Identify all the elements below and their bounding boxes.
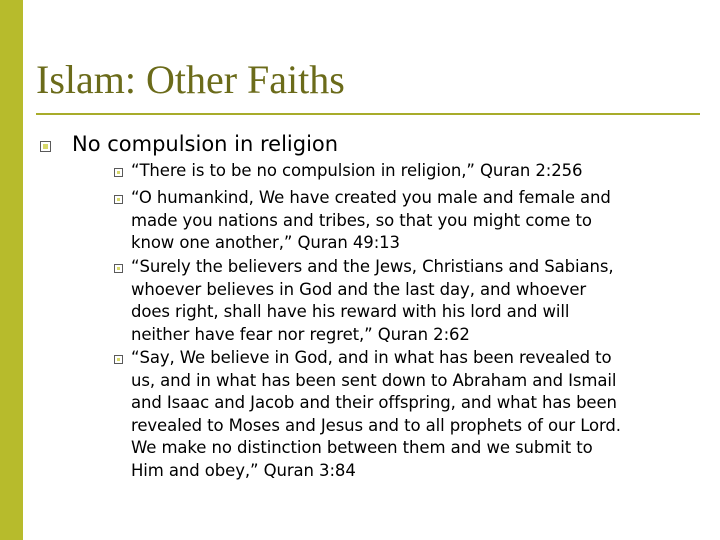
sub-bullet-line: “Surely the believers and the Jews, Christians and Sabians, [131, 257, 614, 276]
sub-bullet-line: us, and in what has been sent down to Abraham and Ismail [131, 370, 617, 390]
square-bullet-icon [114, 355, 123, 364]
square-bullet-icon [114, 168, 123, 177]
sub-bullet-line: “There is to be no compulsion in religion,” Quran 2:256 [131, 161, 583, 180]
side-accent-bar [0, 0, 23, 540]
sub-bullet-line: Him and obey,” Quran 3:84 [131, 460, 356, 480]
square-bullet-icon [114, 264, 123, 273]
sub-bullet-quran-49-13 [131, 187, 691, 255]
slide-title: Islam: Other Faiths [36, 57, 345, 102]
sub-bullet-line: We make no distinction between them and we submit to [131, 438, 593, 457]
square-bullet-icon [40, 141, 51, 152]
sub-bullet-line: “O humankind, We have created you male and female and [131, 188, 611, 207]
sub-bullet-line: revealed to Moses and Jesus and to all prophets of our Lord. [131, 415, 621, 435]
sub-bullet-line: does right, shall have his reward with his lord and will [131, 302, 570, 321]
sub-bullet-line: made you nations and tribes, so that you might come to [131, 210, 592, 230]
sub-bullet-quran-3-84 [131, 347, 691, 482]
main-bullet-text: No compulsion in religion [72, 132, 339, 156]
title-divider [36, 113, 700, 115]
sub-bullet-quran-2-62 [131, 256, 691, 346]
square-bullet-icon [114, 195, 123, 204]
sub-bullet-quran-2-256 [131, 160, 691, 183]
sub-bullet-line: and Isaac and Jacob and their offspring, and what has been [131, 393, 617, 412]
sub-bullet-line: neither have fear nor regret,” Quran 2:62 [131, 324, 470, 344]
sub-bullet-line: “Say, We believe in God, and in what has been revealed to [131, 348, 612, 367]
sub-bullet-line: whoever believes in God and the last day, and whoever [131, 279, 587, 299]
sub-bullet-line: know one another,” Quran 49:13 [131, 233, 400, 252]
